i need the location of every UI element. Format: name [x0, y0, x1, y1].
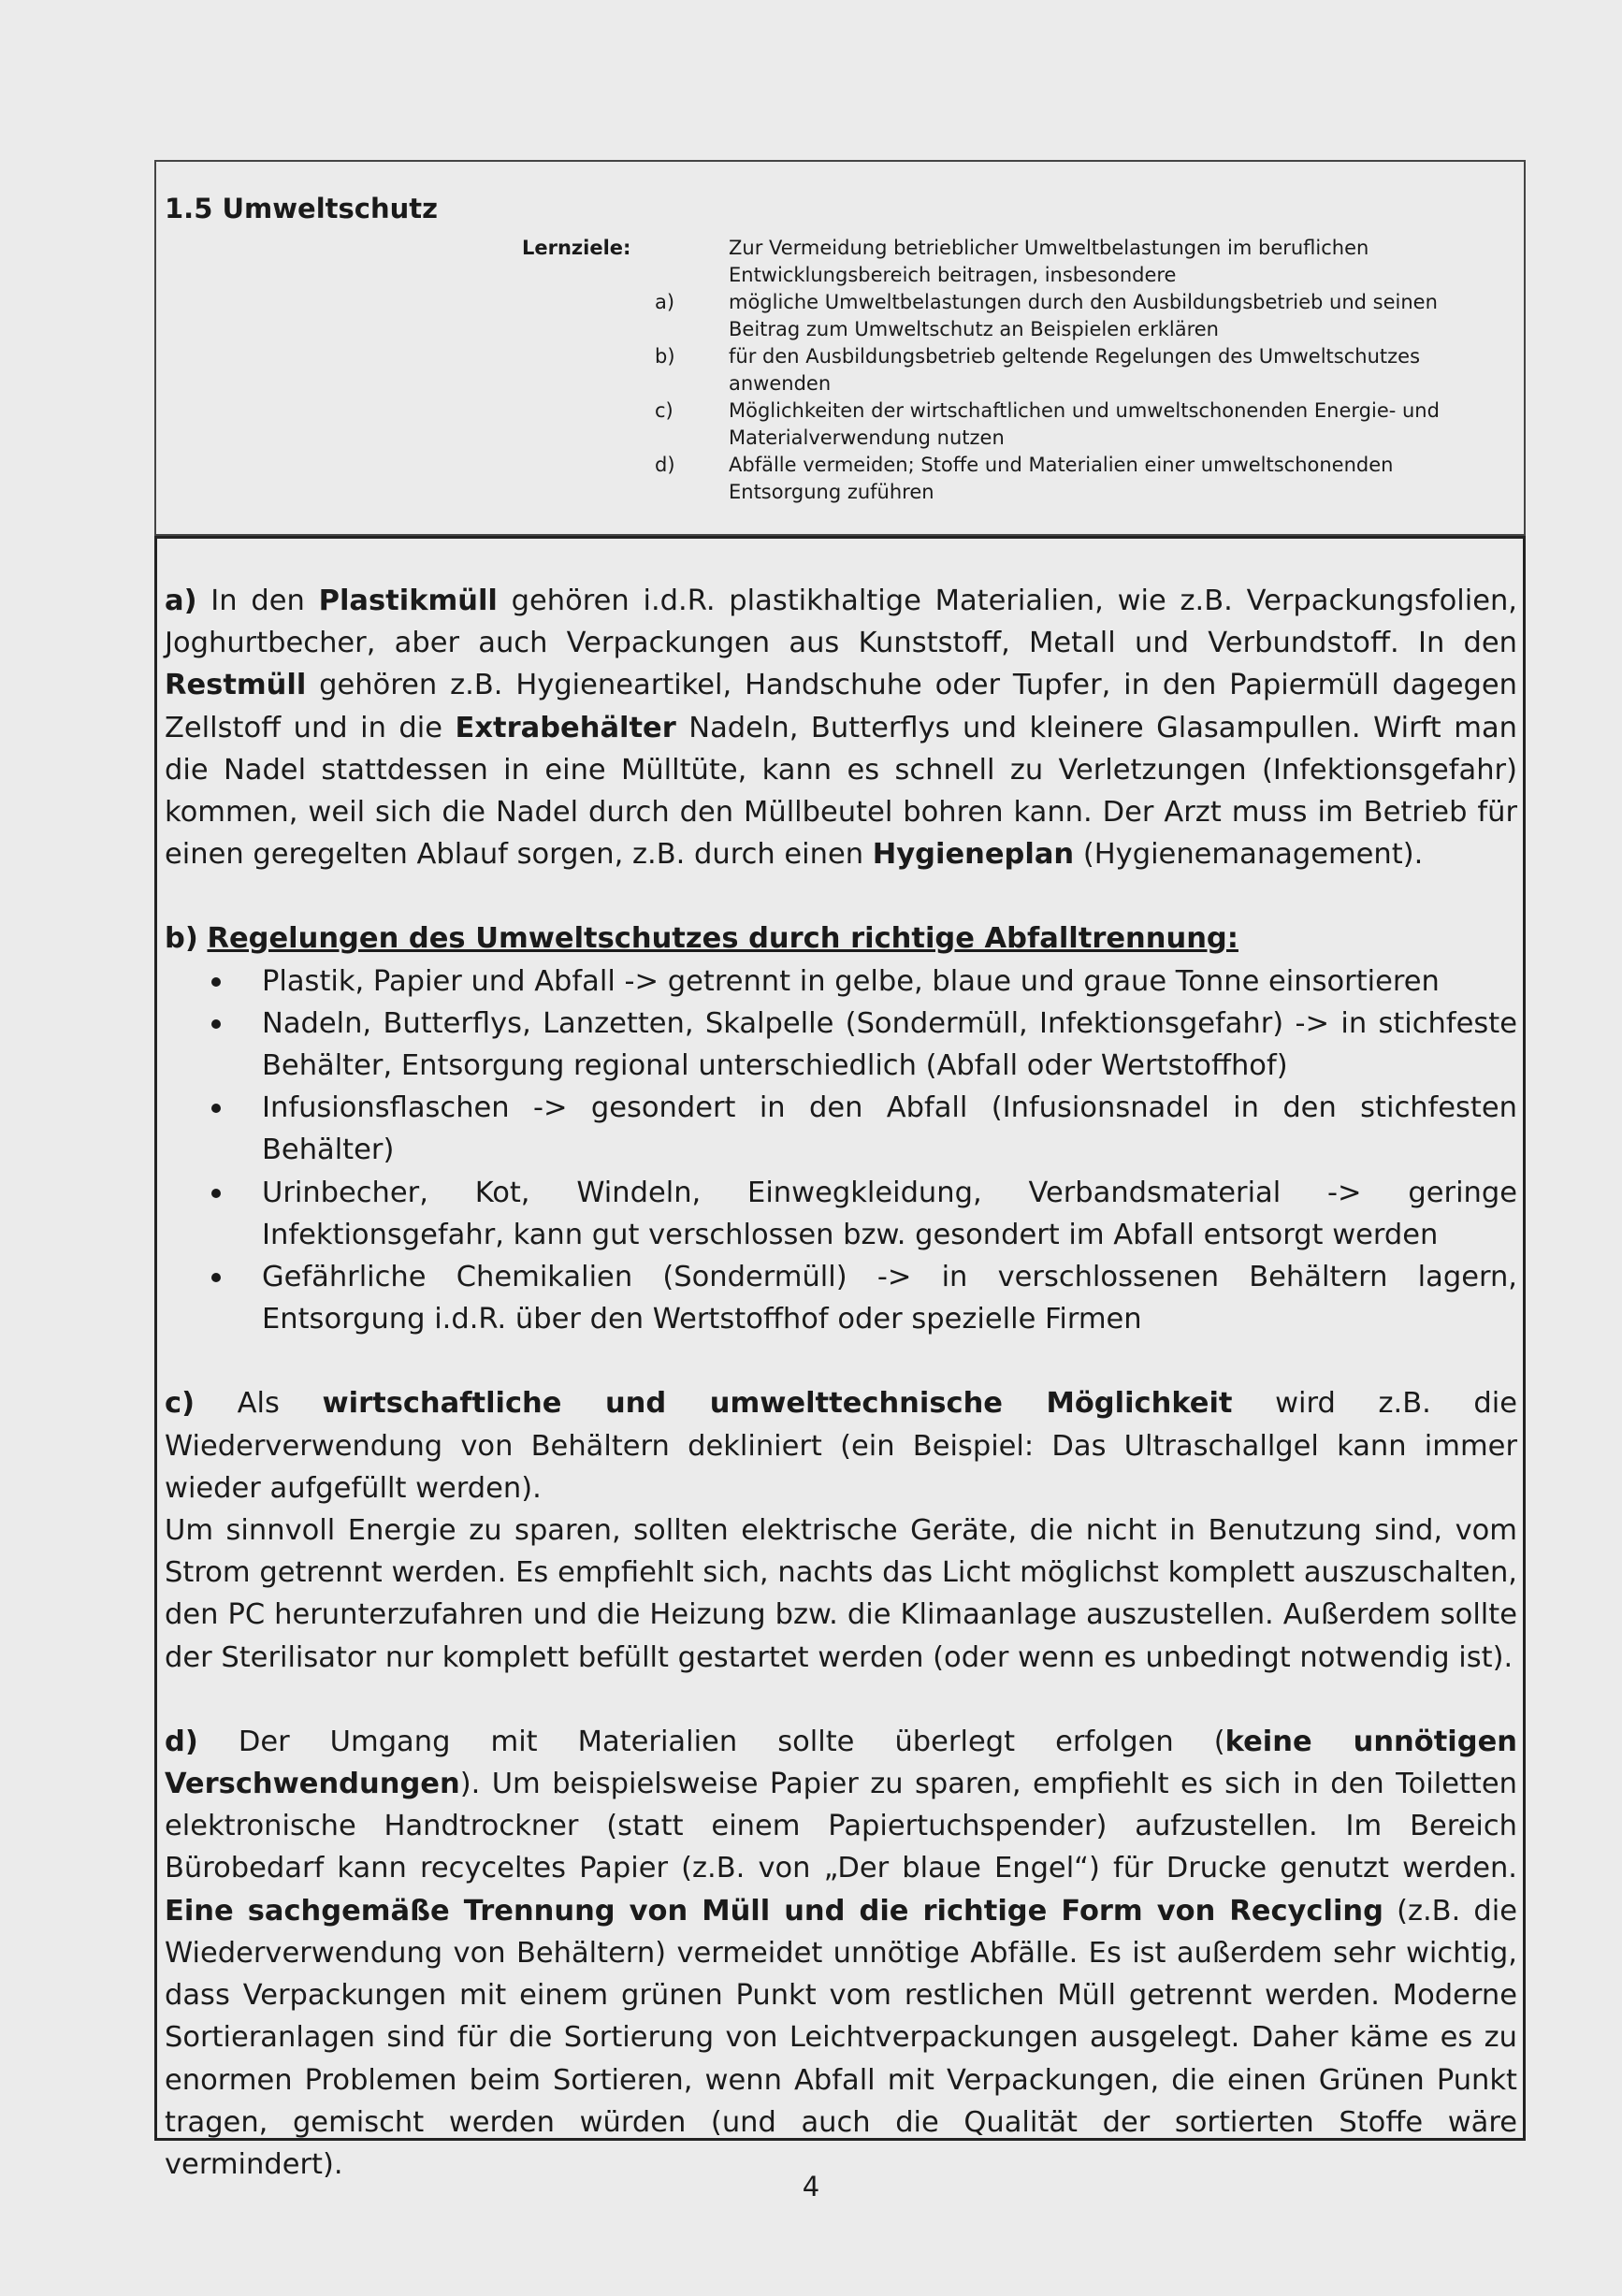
list-item-text: Infusionsflaschen -> gesondert in den Abfall (Infusionsnadel in den stichfesten Behälter)	[262, 1091, 1517, 1167]
text-segment: wird z.B. die Wiederverwendung von Behältern dekliniert (ein Beispiel: Das Ultraschallgel kann immer wieder aufgefüllt werden).	[165, 1387, 1517, 1505]
lernziele-list	[655, 289, 1497, 506]
term-extrabehaelter: Extrabehälter	[455, 711, 676, 744]
list-item-text: Gefährliche Chemikalien (Sondermüll) -> in verschlossenen Behältern lagern, Entsorgung i.d.R. über den Wertstoffhof oder spezielle Firmen	[262, 1261, 1517, 1336]
bullet-icon	[211, 1104, 221, 1113]
lernziele-item-letter: c)	[655, 399, 673, 422]
paragraph-c-energy: Um sinnvoll Energie zu sparen, sollten elektrische Geräte, die nicht in Benutzung sind, vom Strom getrennt werden. Es empfiehlt sich, nachts das Licht möglichst komplett auszuschalten, den PC herunterzufahren und die Heizung bzw. die Klimaanlage auszustellen. Außerdem sollte der Sterilisator nur komplett befüllt gestartet werden (oder wenn es unbedingt notwendig ist).	[165, 1514, 1517, 1674]
spacer	[165, 1340, 1517, 1382]
lernziele-item-letter: a)	[655, 291, 675, 313]
term-wirtschaftliche-moeglichkeit: wirtschaftliche und umwelttechnische Möglichkeit	[322, 1387, 1233, 1421]
list-item	[165, 1003, 1517, 1087]
lernziele-intro: Zur Vermeidung betrieblicher Umweltbelastungen im beruflichen Entwicklungsbereich beitragen, insbesondere	[729, 237, 1369, 286]
section-title: 1.5 Umweltschutz	[165, 193, 438, 224]
lernziele-item-text: Möglichkeiten der wirtschaftlichen und umweltschonenden Energie- und Materialverwendung nutzen	[729, 399, 1440, 449]
term-hygieneplan: Hygieneplan	[872, 838, 1075, 872]
content-body	[165, 580, 1517, 2186]
lernziele-item	[655, 452, 1497, 506]
term-plastikmuell: Plastikmüll	[318, 585, 498, 617]
paragraph-b-label: b)	[165, 922, 198, 956]
paragraph-c	[165, 1382, 1517, 1509]
lernziele-label: Lernziele:	[522, 237, 631, 259]
page-number: 4	[802, 2171, 820, 2202]
text-segment: Der Umgang mit Materialien sollte überlegt erfolgen (	[197, 1725, 1225, 1758]
list-item-text: Nadeln, Butterflys, Lanzetten, Skalpelle (Sondermüll, Infektionsgefahr) -> in stichfeste Behälter, Entsorgung regional unterschiedlich (Abfall oder Wertstoffhof)	[262, 1006, 1517, 1083]
paragraph-c-label: c)	[165, 1387, 196, 1421]
paragraph-d-label: d)	[165, 1725, 198, 1758]
text-segment: gehören z.B. Hygieneartikel, Handschuhe oder Tupfer, in den Papiermüll dagegen Zellstoff und in die	[165, 669, 1517, 744]
paragraph-d	[165, 1721, 1517, 2186]
bullet-icon	[211, 1273, 221, 1282]
lernziele-item-letter: d)	[655, 454, 675, 476]
paragraph-a	[165, 580, 1517, 875]
list-item-text: Urinbecher, Kot, Windeln, Einwegkleidung, Verbandsmaterial -> geringe Infektionsgefahr, kann gut verschlossen bzw. gesondert im Abfall entsorgt werden	[262, 1176, 1517, 1251]
paragraph-b-title: Regelungen des Umweltschutzes durch richtige Abfalltrennung:	[207, 922, 1238, 956]
term-restmuell: Restmüll	[165, 669, 307, 702]
text-segment: Als	[195, 1387, 323, 1421]
text-segment: (z.B. die Wiederverwendung von Behältern) vermeidet unnötige Abfälle. Es ist außerdem sehr wichtig, dass Verpackungen mit einem grünen Punkt vom restlichen Müll getrennt werden. Moderne Sortieranlagen sind für die Sortierung von Leichtverpackungen ausgelegt. Daher käme es zu enormen Problemen beim Sortieren, wenn Abfall mit Verpackungen, die einen Grünen Punkt tragen, gemischt werden würden (und auch die Qualität der sortierten Stoffe wäre vermindert).	[165, 1894, 1517, 2181]
list-item-text: Plastik, Papier und Abfall -> getrennt in gelbe, blaue und graue Tonne einsortieren	[262, 964, 1440, 998]
list-item	[165, 960, 1517, 1003]
disposal-list	[165, 960, 1517, 1341]
bullet-icon	[211, 977, 221, 987]
text-segment: gehören i.d.R. plastikhaltige Materialien, wie z.B. Verpackungsfolien, Joghurtbecher, aber auch Verpackungen aus Kunststoff, Metall und Verbundstoff. In den	[165, 585, 1517, 660]
term-keine-verschwendungen: keine unnötigen Verschwendungen	[165, 1725, 1517, 1801]
text-segment: In den	[196, 585, 319, 617]
list-item	[165, 1256, 1517, 1340]
bullet-icon	[211, 1019, 221, 1029]
lernziele-item-text: Abfälle vermeiden; Stoffe und Materialien einer umweltschonenden Entsorgung zuführen	[729, 454, 1394, 503]
text-segment: (Hygienemanagement).	[1074, 838, 1424, 872]
lernziele-item	[655, 397, 1497, 452]
paragraph-b-heading	[165, 917, 1517, 960]
text-segment: Nadeln, Butterflys und kleinere Glasampullen. Wirft man die Nadel stattdessen in eine Mülltüte, kann es schnell zu Verletzungen (Infektionsgefahr) kommen, weil sich die Nadel durch den Müllbeutel bohren kann. Der Arzt muss im Betrieb für einen geregelten Ablauf sorgen, z.B. durch einen	[165, 711, 1517, 872]
term-muelltrennung-recycling: Eine sachgemäße Trennung von Müll und die richtige Form von Recycling	[165, 1894, 1383, 1928]
lernziele-item	[655, 289, 1497, 343]
lernziele-item-text: mögliche Umweltbelastungen durch den Ausbildungsbetrieb und seinen Beitrag zum Umweltschutz an Beispielen erklären	[729, 291, 1438, 340]
bullet-icon	[211, 1189, 221, 1198]
spacer	[165, 1679, 1517, 1721]
lernziele-item-letter: b)	[655, 345, 675, 368]
text-segment: ). Um beispielsweise Papier zu sparen, empfiehlt es sich in den Toiletten elektronische Handtrockner (statt einem Papiertuchspender) aufzustellen. Im Bereich Bürobedarf kann recyceltes Papier (z.B. von „Der blaue Engel“) für Drucke genutzt werden.	[165, 1768, 1517, 1885]
list-item	[165, 1087, 1517, 1171]
spacer	[165, 875, 1517, 917]
lernziele-item-text: für den Ausbildungsbetrieb geltende Regelungen des Umweltschutzes anwenden	[729, 345, 1421, 395]
lernziele-item	[655, 343, 1497, 397]
list-item	[165, 1172, 1517, 1256]
paragraph-a-label: a)	[165, 585, 197, 617]
